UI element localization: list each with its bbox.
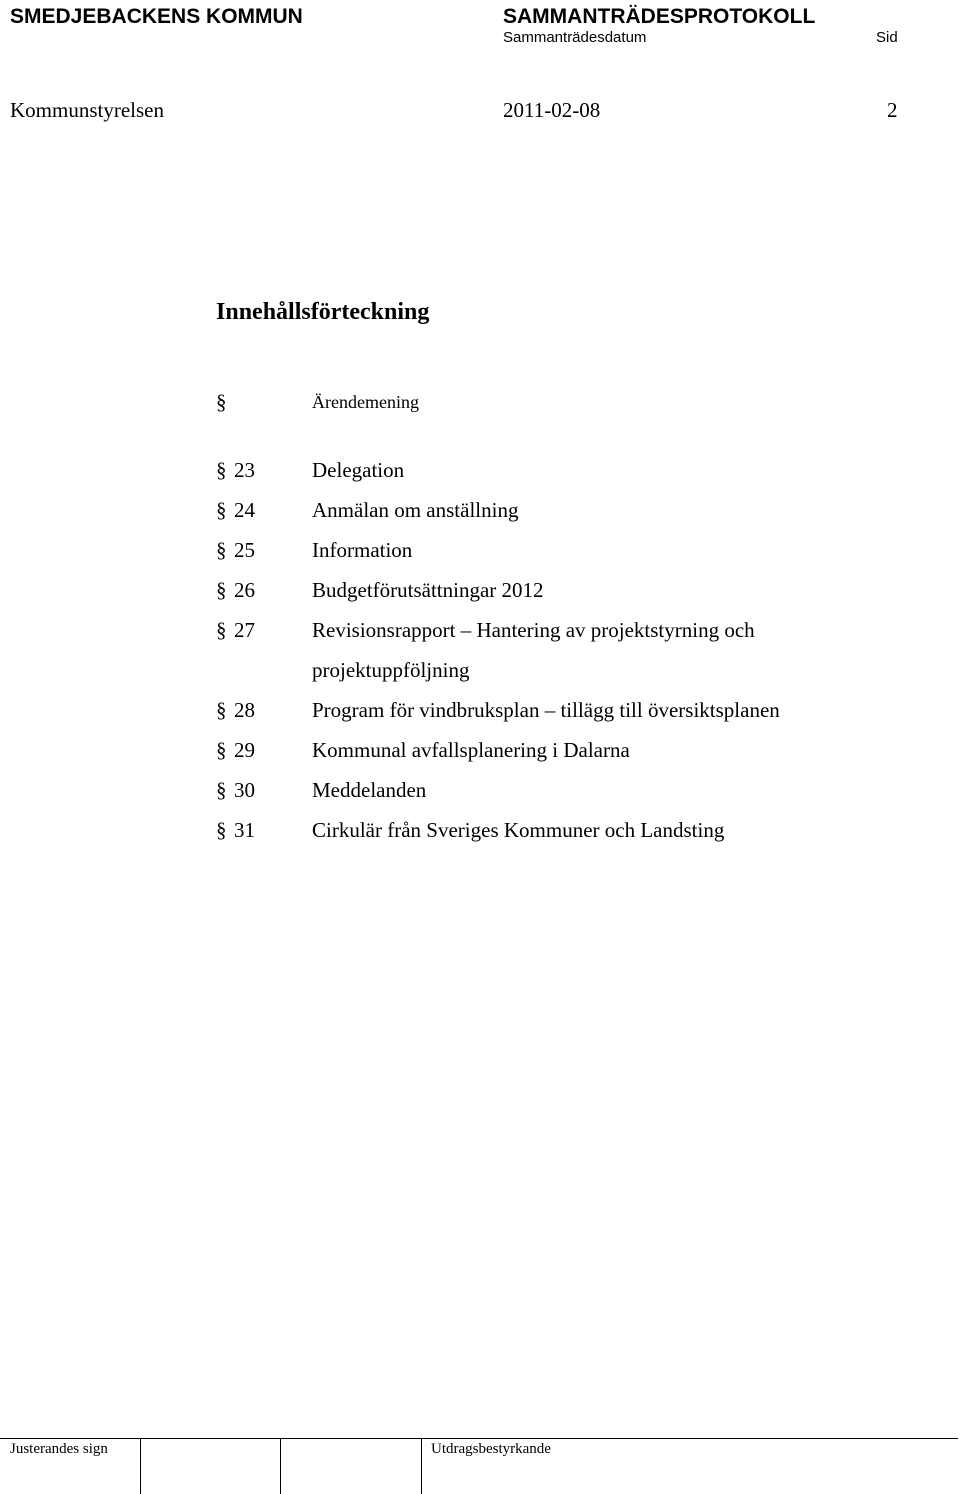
footer-divider: [140, 1438, 141, 1494]
section-symbol: §: [216, 738, 227, 762]
toc-item: [0, 458, 960, 498]
meeting-date: 2011-02-08: [503, 98, 601, 122]
toc-item-number: 24: [234, 498, 255, 522]
section-symbol: §: [216, 818, 227, 842]
toc-item-title: Information: [312, 538, 413, 562]
toc-item: [0, 698, 960, 738]
organization-name: SMEDJEBACKENS KOMMUN: [10, 5, 303, 28]
toc-item-title: Delegation: [312, 458, 405, 482]
toc-item-title: Kommunal avfallsplanering i Dalarna: [312, 738, 630, 762]
toc-item-title: Anmälan om anställning: [312, 498, 519, 522]
toc-item: [0, 578, 960, 618]
toc-item-number: 25: [234, 538, 255, 562]
toc-item-title: Budgetförutsättningar 2012: [312, 578, 544, 602]
toc-item: [0, 618, 960, 682]
toc-item: [0, 538, 960, 578]
toc-item-number: 31: [234, 818, 255, 842]
section-symbol: §: [216, 538, 227, 562]
toc-item-number: 28: [234, 698, 255, 722]
toc-item-title: Cirkulär från Sveriges Kommuner och Landsting: [312, 818, 725, 842]
utdragsbestyrkande-label: Utdragsbestyrkande: [431, 1441, 551, 1457]
toc-item-title: Program för vindbruksplan – tillägg till översiktsplanen: [312, 698, 780, 722]
meeting-body: Kommunstyrelsen: [10, 98, 164, 122]
toc-item-title-continued: projektuppföljning: [312, 658, 470, 682]
toc-item-number: 23: [234, 458, 255, 482]
section-symbol: §: [216, 458, 227, 482]
section-symbol: §: [216, 498, 227, 522]
toc-item: [0, 498, 960, 538]
column-header-subject: Ärendemening: [312, 392, 419, 412]
toc-item-number: 30: [234, 778, 255, 802]
section-symbol: §: [216, 618, 227, 642]
section-symbol: §: [216, 578, 227, 602]
toc-item: [0, 778, 960, 818]
page-number: 2: [887, 98, 898, 122]
justerandes-sign-label: Justerandes sign: [10, 1441, 108, 1457]
footer-divider: [0, 1438, 958, 1439]
document-type: SAMMANTRÄDESPROTOKOLL: [503, 5, 816, 28]
section-symbol: §: [216, 698, 227, 722]
toc-item-number: 29: [234, 738, 255, 762]
toc-item-number: 26: [234, 578, 255, 602]
section-symbol: §: [216, 778, 227, 802]
page-label: Sid: [876, 29, 898, 46]
footer-divider: [280, 1438, 281, 1494]
toc-item-title: Meddelanden: [312, 778, 427, 802]
date-label: Sammanträdesdatum: [503, 29, 647, 46]
footer-divider: [421, 1438, 422, 1494]
page-title: Innehållsförteckning: [216, 299, 430, 325]
toc-item-title: Revisionsrapport – Hantering av projektstyrning och: [312, 618, 755, 642]
toc-item: [0, 738, 960, 778]
toc-item: [0, 818, 960, 858]
section-symbol: §: [216, 390, 227, 414]
toc-item-number: 27: [234, 618, 255, 642]
